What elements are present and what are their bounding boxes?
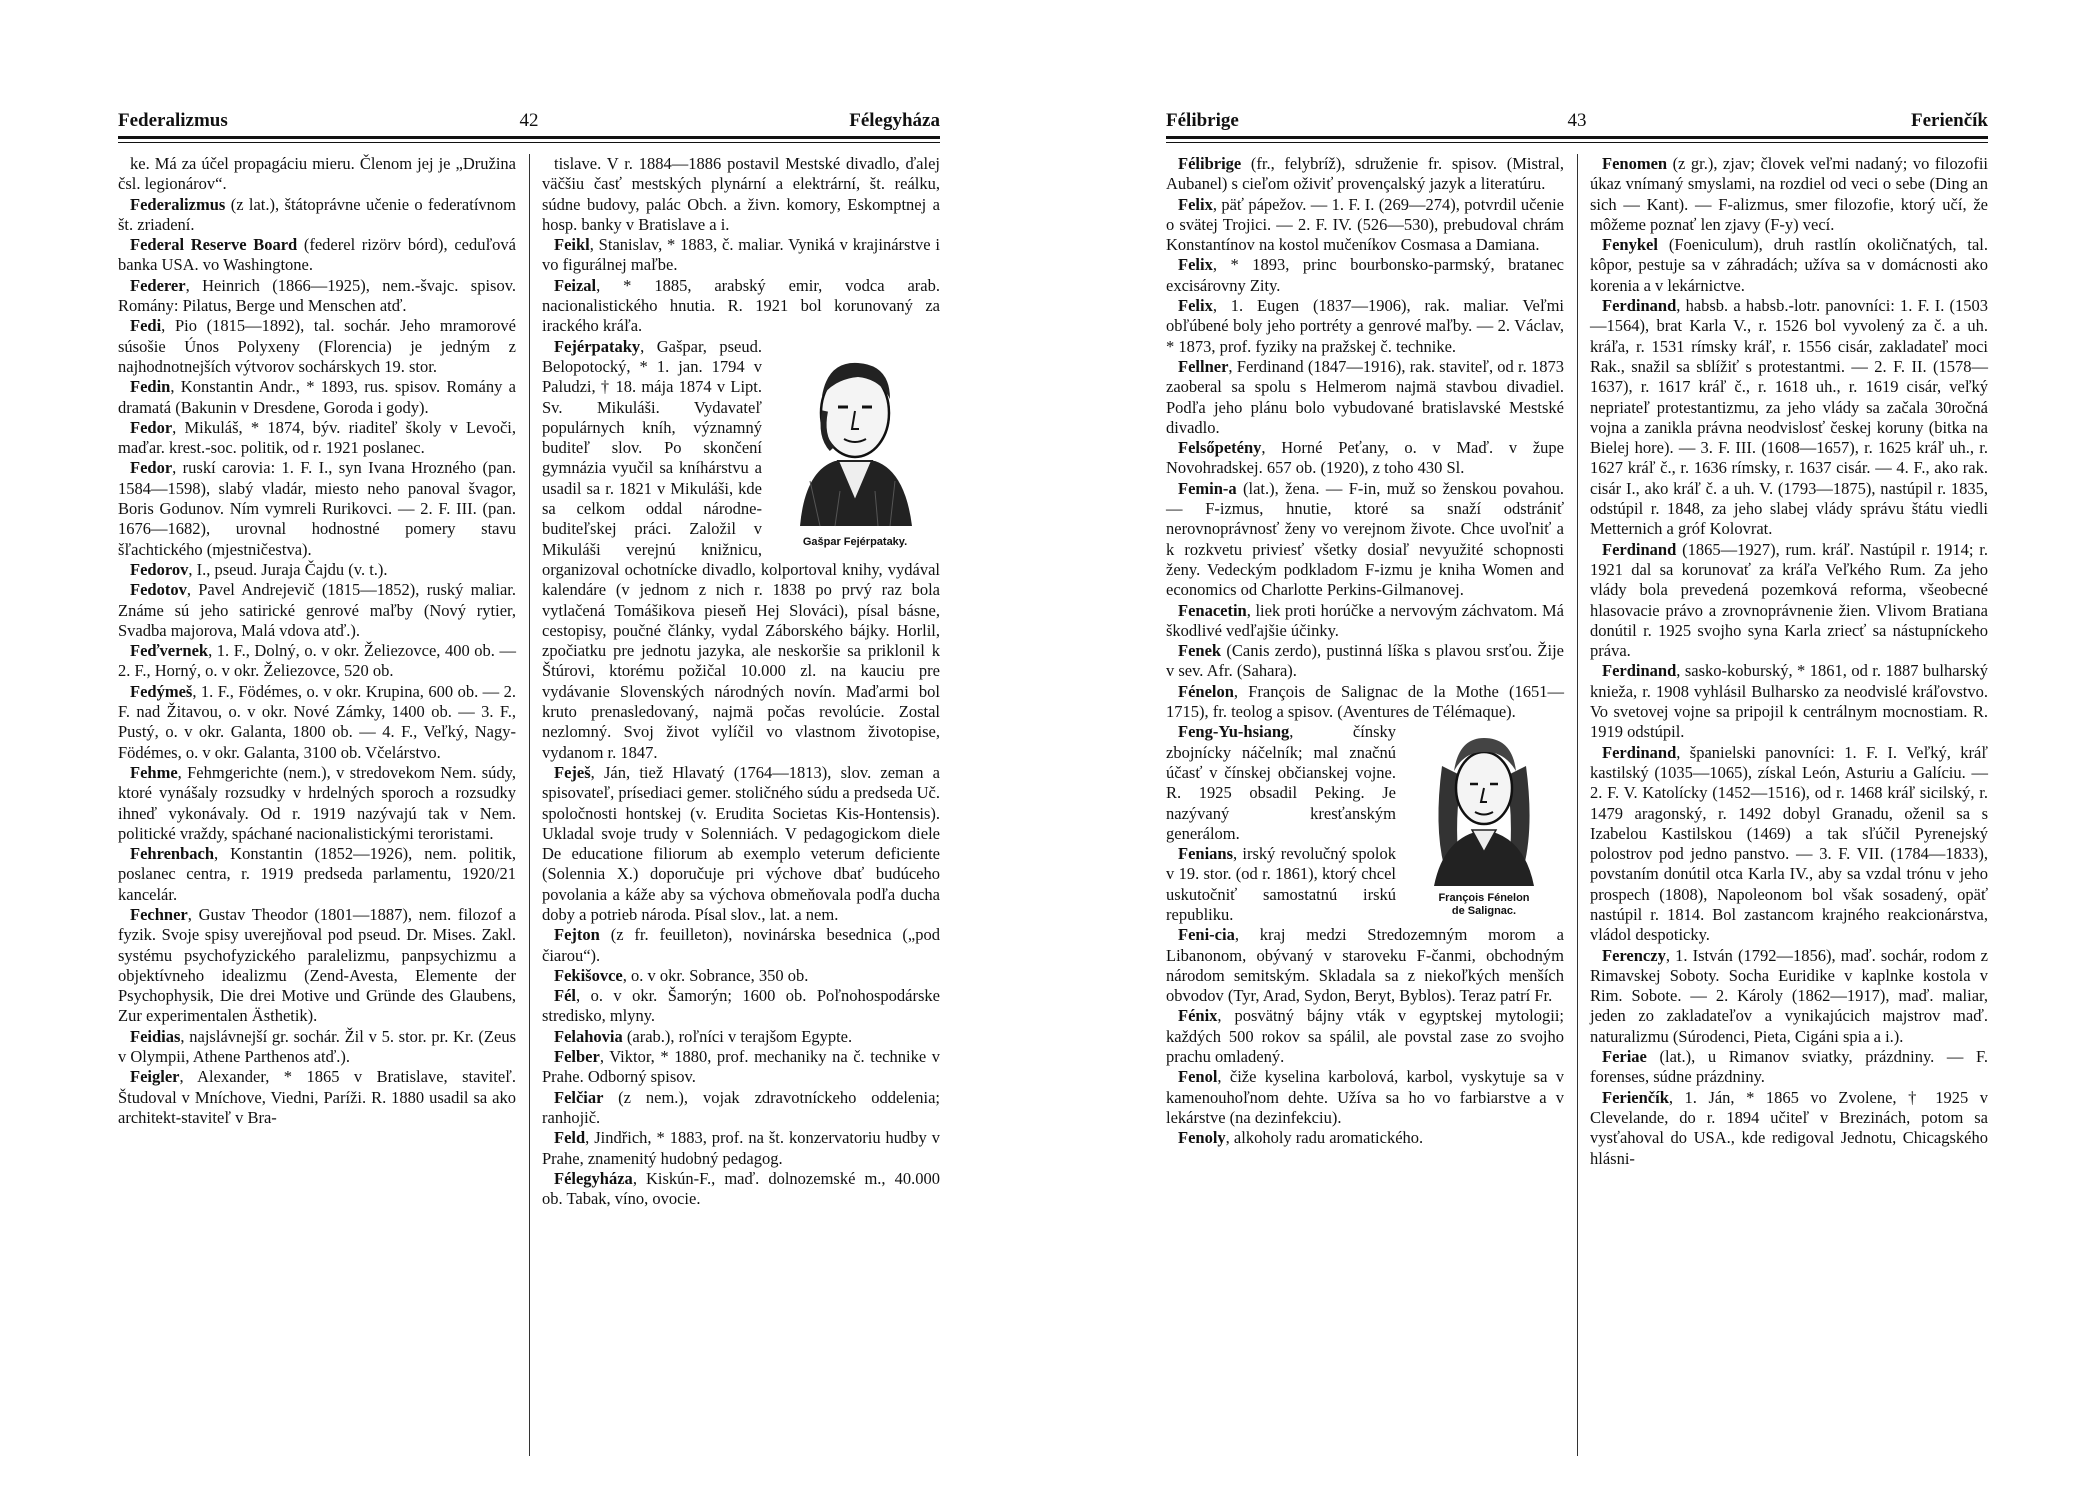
entry: Feng-Yu-hsiang, čínsky zbojnícky náčelník; mal značnú účasť v čínskej občianskej vojne. R. 1925 obsadil Peking. Je nazývaný kresťanským generálom.	[1166, 722, 1396, 843]
header-left-word: Félibrige	[1166, 110, 1239, 131]
entry: Ferdinand, sasko-koburský, * 1861, od r. 1887 bulharský knieža, r. 1908 vyhlásil Bulharsko za neodvislé kráľovstvo. Vo svetovej vojne sa pripojil k centrálnym mocnostiam. R. 1919 odstúpil.	[1590, 661, 1988, 742]
running-header	[118, 106, 940, 138]
portrait-caption: François Fénelon	[1438, 891, 1530, 904]
header-right-word: Ferienčík	[1910, 110, 1988, 131]
entry: Fedor, Mikuláš, * 1874, býv. riaditeľ školy v Levoči, maďar. krest.-soc. politik, od r. 1921 poslanec.	[118, 417, 516, 458]
entry: Fedor, ruskí carovia: 1. F. I., syn Ivana Hrozného (pan. 1584—1598), slabý vladár, miesto neho panoval švagor, Boris Godunov. Ním vymreli Rurikovci. — 2. F. III. (pan. 1676—1682), urovnal hodnostné pomery stavu šľachtického (mjestničestva).	[118, 458, 516, 559]
entry: Felber, Viktor, * 1880, prof. mechaniky na č. technike v Prahe. Odborný spisov.	[542, 1047, 940, 1087]
entry: Felsőpetény, Horné Peťany, o. v Maď. v župe Novohradskej. 657 ob. (1920), z toho 430 Sl.	[1166, 438, 1564, 478]
entry: Fenians, irský revolučný spolok v 19. stor. (od r. 1861), ktorý chcel uskutočniť samostatnú irskú republiku.	[1166, 844, 1396, 924]
entry: Fehme, Fehmgerichte (nem.), v stredovekom Nem. súdy, ktoré vynášaly rozsudky v hrdelných sporoch a rozsudky ihneď vykonávaly. Od r. 1919 nazývajú tak v Nem. politické vraždy, spáchané nacionalistickými teroristami.	[118, 762, 516, 843]
portrait-fenelon-image	[1414, 726, 1554, 886]
header-rule-thin	[1166, 142, 1988, 143]
entry: Federer, Heinrich (1866—1925), nem.-švajc. spisov. Romány: Pilatus, Berge und Menschen atď.	[118, 275, 516, 316]
entry: Fechner, Gustav Theodor (1801—1887), nem. filozof a fyzik. Svoje spisy uverejňoval pod pseud. Dr. Mises. Zakl. systému psychofyzického paralelizmu, panpsychizmu a objektívneho idealizmu (Zend-Avesta, Elemente der Psychophysik, Die drei Motive und Gründe des Glaubens, Zur experimentalen Ästhetik).	[118, 904, 516, 1026]
entry: Fejérpataky, Gašpar, pseud. Belopotocký, * 1. jan. 1794 v Paludzi, † 18. mája 1874 v Lipt. Sv. Mikuláši. Vydavateľ populárnych kníh, významný buditeľ slov. Po skončení gymnázia vyučil sa kníhárstvu a usadil sa r. 1821 v Mikuláši, kde sa celkom oddal národne-buditeľskej práci. Založil v Mikuláši verejnú knižnicu, organizoval ochotnícke divadlo, kolportoval knihy, vydával kalendáre (v jednom z nich r. 1838 po prvý raz bola vytlačená Tomášikova pieseň Hej Slováci), písal básne, cestopisy, poučné články, vydal Záborského bájky. Horlil, zpočiatku pre jednotu jazyka, ale neskoršie sa priklonil k Štúrovi, ktorému požičal 10.000 zl. na kauciu pre vydávanie Slovenských národných novín. Maďarmi bol kruto prenasledovaný, najmä počas revolúcie. Zostal nezlomný. Svoj život vylíčil vo vlastnom životopise, vydanom r. 1847.	[542, 336, 940, 762]
entry: Feld, Jindřich, * 1883, prof. na št. konzervatoriu hudby v Prahe, znamenitý hudobný pedagog.	[542, 1128, 940, 1168]
portrait-figure	[770, 341, 940, 549]
entry: Feješ, Ján, tiež Hlavatý (1764—1813), slov. zeman a spisovateľ, prísediaci gemer. stoličného súdu a predseda Uč. spoločnosti hontskej (v. Erudita Societas Kis-Hontensis). Ukladal svoje trudy v Solenniách. V pedagogickom diele De educatione filiorum ab exemplo veterum deficiente (Solennia X.) doporučuje pri výchove dbať budúceho povolania a káže aby sa výchova obmeňovala podľa ducha doby a potrieb národa. Písal slov., lat. a nem.	[542, 762, 941, 924]
page-number: 43	[1567, 110, 1587, 131]
entry: Fenacetin, liek proti horúčke a nervovým záchvatom. Má škodlivé vedľajšie účinky.	[1166, 600, 1564, 640]
entry: Félibrige (fr., felybríž), sdruženie fr. spisov. (Mistral, Aubanel) s cieľom oživiť provençalský jazyk a literatúru.	[1166, 154, 1565, 194]
entry: Femin-a (lat.), žena. — F-in, muž so ženskou povahou. — F-izmus, hnutie, ktoré sa snaží odstrániť nerovnoprávnosť ženy vo verejnom živote. Chce uvoľniť a k rozkvetu priviesť všetky dosiaľ nevyužité schopnosti ženy. Vedeckým podkladom F-izmu je kniha Women and economics od Charlotte Perkins-Gilmanovej.	[1166, 478, 1564, 600]
entry: Federal Reserve Board (federel rizörv bórd), ceduľová banka USA. vo Washingtone.	[118, 235, 516, 275]
portrait-caption-line2: de Salignac.	[1451, 904, 1517, 917]
portrait-fejerpataky-image	[780, 341, 930, 531]
entry: Fellner, Ferdinand (1847—1916), rak. staviteľ, od r. 1873 zaoberal sa spolu s Helmerom najmä stavbou divadiel. Podľa jeho plánu bolo vybudované bratislavské Mestské divadlo.	[1166, 356, 1564, 437]
column-1	[118, 154, 516, 1128]
header-rule-thin	[118, 142, 940, 143]
entry: Felčiar (z nem.), vojak zdravotníckeho oddelenia; ranhojič.	[542, 1087, 940, 1127]
entry: Fedorov, I., pseud. Juraja Čajdu (v. t.).	[130, 559, 388, 579]
running-header	[1166, 106, 1988, 138]
column-1	[1166, 154, 1564, 1149]
header-rule	[118, 136, 940, 139]
entry: Fekišovce, o. v okr. Sobrance, 350 ob.	[554, 965, 809, 985]
header-left-word: Federalizmus	[118, 110, 228, 131]
entry: Felix, päť pápežov. — 1. F. I. (269—274), potvrdil učenie o svätej Trojici. — 2. F. IV. (526—530), prebudoval chrám Konstantínov na kostol mučeníkov Cosmasa a Damiana.	[1166, 194, 1564, 255]
entry: Feigler, Alexander, * 1865 v Bratislave, staviteľ. Študoval v Mníchove, Viedni, Paríži. R. 1880 usadil sa ako architekt-staviteľ v Bra-	[118, 1067, 516, 1127]
entry: Ferenczy, 1. István (1792—1856), maď. sochár, rodom z Rimavskej Soboty. Socha Euridike v kaplnke kostola v Rim. Sobote. — 2. Károly (1862—1917), maď. maliar, jeden zo zakladateľov a vynikajúcich majstrov maď. naturalizmu (Súrodenci, Pieta, Cigáni spia a i.).	[1590, 945, 1988, 1046]
entry: Fenol, čiže kyselina karbolová, karbol, vyskytuje sa v kamenouhoľnom dehte. Užíva sa ho vo farbiarstve a v lekárstve (na dezinfekciu).	[1166, 1067, 1564, 1127]
entry: Fénelon, François de Salignac de la Mothe (1651—1715), fr. teolog a spisov. (Aventures de Télémaque).	[1166, 681, 1564, 722]
column-divider	[1577, 154, 1578, 1456]
entry: Félegyháza, Kiskún-F., maď. dolnozemské m., 40.000 ob. Tabak, víno, ovocie.	[542, 1168, 940, 1209]
entry: Fénix, posvätný bájny vták v egyptskej mytologii; každých 500 rokov sa spálil, ale povstal zase zo svojho prachu omladený.	[1166, 1006, 1564, 1067]
column-divider	[529, 154, 530, 1456]
portrait-figure	[1404, 726, 1564, 917]
entry: Fedi, Pio (1815—1892), tal. sochár. Jeho mramorové súsošie Únos Polyxeny (Florencia) je jedným z najhodnotnejších výtvorov sochárskych 19. stor.	[118, 316, 516, 376]
entry: Ferdinand, španielski panovníci: 1. F. I. Veľký, kráľ kastilský (1035—1065), získal León, Asturiu a Galíciu. — 2. F. V. Katolícky (1452—1516), od r. 1468 kráľ sicilský, r. 1479 aragonský, r. 1492 dobyl Granadu, oženil sa s Izabelou Kastilskou (1469) a tak sľúčil Pyrenejský polostrov pod jedno panstvo. — 3. F. VII. (1784—1833), povstaním donútil otca Karla IV., aby sa vzdal trónu v jeho prospech (1808), Napoleonom bol však sosadený, opäť nastúpil r. 1814. Bol zastancom krajného reakcionárstva, vládol despoticky.	[1590, 742, 1988, 945]
entry: Fejton (z fr. feuilleton), novinárska besednica („pod čiarou“).	[542, 925, 940, 965]
entry: Ferienčík, 1. Ján, * 1865 vo Zvolene, † 1925 v Clevelande, do r. 1894 učiteľ v Brezinách, potom sa vysťahoval do USA., kde redigoval Jednotu, Chicagského hlásni-	[1590, 1087, 1988, 1168]
entry: Felix, * 1893, princ bourbonsko-parmský, bratanec excisárovny Zity.	[1166, 255, 1564, 295]
entry: Feriae (lat.), u Rimanov sviatky, prázdniny. — F. forenses, súdne prázdniny.	[1590, 1047, 1988, 1087]
portrait-caption: Gašpar Fejérpataky.	[802, 535, 908, 548]
entry: Fehrenbach, Konstantin (1852—1926), nem. politik, poslanec centra, r. 1919 predseda parlamentu, 1920/21 kancelár.	[118, 844, 516, 904]
entry: Felahovia (arab.), roľníci v terajšom Egypte.	[554, 1026, 853, 1046]
entry: Feďvernek, 1. F., Dolný, o. v okr. Želiezovce, 400 ob. — 2. F., Horný, o. v okr. Želiezovce, 520 ob.	[118, 641, 516, 681]
entry: Fedýmeš, 1. F., Födémes, o. v okr. Krupina, 600 ob. — 2. F. nad Žitavou, o. v okr. Nové Zámky, 1400 ob. — 3. F., Pustý, o. v okr. Galanta, 1800 ob. — 4. F., Veľký, Nagy-Födémes, o. v okr. Galanta, 3100 ob. Včelárstvo.	[118, 681, 516, 762]
right-page	[1166, 106, 1988, 1466]
entry: Ferdinand, habsb. a habsb.-lotr. panovníci: 1. F. I. (1503—1564), brat Karla V., r. 1526 bol vyvolený za č. a uh. kráľa, r. 1531 rímsky kráľ, r. 1556 cisár, zakladateľ moci Rak., snažil sa sblížiť s protestantmi. — 2. F. II. (1578—1637), r. 1617 kráľ č., r. 1618 uh., r. 1619 cisár, veľký nepriateľ protestantizmu, za jeho vlády sa začala 30ročná vojna a zanikla právna neodvislosť českej koruny (bitka na Bielej hore). — 3. F. III. (1608—1657), r. 1625 kráľ uh., r. 1627 kráľ č., r. 1636 rímsky, r. 1637 cisár. — 4. F., ako rak. cisár I., ako kráľ č. a uh. V. (1793—1875), nastúpil r. 1835, odstúpil r. 1848, za jeho slabej vlády správu štátu viedli Metternich a gróf Kolovrat.	[1590, 296, 1988, 539]
entry: Felix, 1. Eugen (1837—1906), rak. maliar. Veľmi obľúbené boly jeho portréty a genrové maľby. — 2. Václav, * 1873, prof. fyziky na pražskej č. technike.	[1166, 296, 1564, 356]
header-rule	[1166, 136, 1988, 139]
entry: Fedotov, Pavel Andrejevič (1815—1852), ruský maliar. Známe sú jeho satirické genrové maľby (Nový rytier, Svadba majorova, Malá vdova atď.).	[118, 580, 516, 640]
entry: Feni-cia, kraj medzi Stredozemným morom a Libanonom, obývaný v staroveku F-čanmi, obchodným národom semitským. Skladala sa z niekoľkých menších obvodov (Tyr, Arad, Sydon, Beryt, Byblos). Teraz patrí Fr.	[1166, 925, 1564, 1006]
entry: Fenoly, alkoholy radu aromatického.	[1178, 1128, 1424, 1148]
entry: Feizal, * 1885, arabský emir, vodca arab. nacionalistického hnutia. R. 1921 bol korunovaný za irackého kráľa.	[542, 275, 940, 336]
entry: Feikl, Stanislav, * 1883, č. maliar. Vyniká v krajinárstve i vo figurálnej maľbe.	[542, 235, 940, 275]
entry: tislave. V r. 1884—1886 postavil Mestské divadlo, ďalej väčšiu časť mestských plynární a elektrární, št. reálku, súdne budovy, palác Obch. a živn. komory, Eskomptnej a hosp. banky v Bratislave a i.	[542, 154, 940, 234]
left-page	[118, 106, 940, 1466]
entry: Fenomen (z gr.), zjav; človek veľmi nadaný; vo filozofii úkaz vnímaný smyslami, na rozdiel od veci o sebe (Ding an sich — Kant). — F-alizmus, smer filozofie, ktorý učí, že môžeme poznať len zjavy (F-y) vecí.	[1590, 154, 1988, 234]
header-right-word: Félegyháza	[849, 110, 940, 131]
entry: Fenykel (Foeniculum), druh rastlín okoličnatých, tal. kôpor, pestuje sa v záhradách; užíva sa v domácnosti ako korenia a v lekárnictve.	[1590, 235, 1988, 295]
entry: Fenek (Canis zerdo), pustinná líška s plavou srsťou. Žije v sev. Afr. (Sahara).	[1166, 641, 1564, 681]
entry: Federalizmus (z lat.), štátoprávne učenie o federatívnom št. zriadení.	[118, 194, 516, 234]
column-2	[542, 154, 940, 1209]
entry: Ferdinand (1865—1927), rum. kráľ. Nastúpil r. 1914; r. 1921 dal sa korunovať za kráľa Veľkého Rum. Za jeho vlády bola prevedená pozemková reforma, všeobecné hlasovacie právo a zrovnoprávnenie žien. Vlivom Bratiana donútil r. 1925 svojho syna Karla zriecť sa nástupníckeho práva.	[1590, 539, 1988, 661]
column-2	[1590, 154, 1988, 1169]
entry: Feidias, najslávnejší gr. sochár. Žil v 5. stor. pr. Kr. (Zeus v Olympii, Athene Parthenos atď.).	[118, 1026, 516, 1067]
entry: Fedin, Konstantin Andr., * 1893, rus. spisov. Romány a dramatá (Bakunin v Dresdene, Goroda i gody).	[118, 377, 516, 417]
page-number: 42	[519, 110, 539, 131]
entry: Fél, o. v okr. Šamorýn; 1600 ob. Poľnohospodárske stredisko, mlyny.	[542, 986, 940, 1026]
entry: ke. Má za účel propagáciu mieru. Členom jej je „Družina čsl. legionárov“.	[118, 154, 516, 194]
